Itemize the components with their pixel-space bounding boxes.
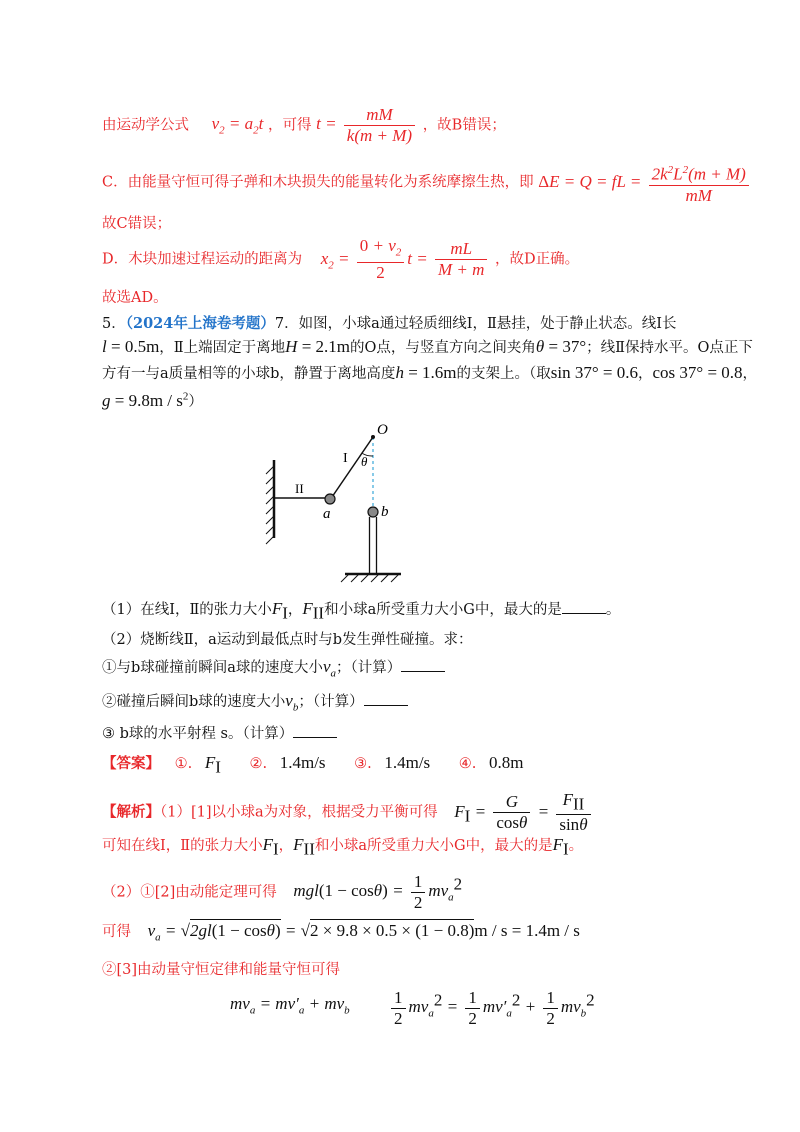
question-line-2: l = 0.5m，Ⅱ上端固定于离地H = 2.1m的O点，与竖直方向之间夹角θ = 37°；线Ⅱ保持水平。O点正下 (102, 337, 753, 356)
solution-line-c: C．由能量守恒可得子弹和木块损失的能量转化为系统摩擦生热，即 ΔE = Q = fL = $\frac{2k^2L^2(m + M)}{mM}$ (102, 160, 752, 206)
solution-line-c-conclusion: 故C错误； (102, 216, 172, 232)
force-balance-formula: $F_I$ = $\frac{G}{\cos\theta}$ = $\frac{F_{II}}{\sin\theta}$ (454, 802, 593, 821)
analysis-line-4: 可得 $v_a = √2gl(1 - \cos\theta) = √2 \times 9.8 \times 0.5 \times (1 - 0.8)m / s = 1.4m / s$ (102, 921, 580, 944)
point-O (371, 435, 375, 439)
label-a: a (323, 506, 331, 522)
distance-formula: $x_2$ = $\frac{0 + v_2}{2}$ t = $\frac{mL}{M + m}$ (321, 249, 491, 268)
label-b: b (381, 504, 389, 520)
question-line-4: $g = 9.8m / s^2$） (102, 390, 203, 410)
label-II: II (295, 481, 304, 496)
analysis-line-5: ②[3]由动量守恒定律和能量守恒可得 (102, 962, 341, 978)
sub-question-2b: ②碰撞后瞬间b球的速度大小$v_b$；（计算） (102, 690, 408, 713)
question-source: （2024年上海卷考题） (125, 315, 275, 332)
answer-line: 【答案】 ①. $F_I$ ②. 1.4m/s ③. 1.4m/s ④. 0.8m (102, 753, 524, 777)
label-I: I (343, 451, 348, 466)
time-formula: t = $\frac{mM}{k(m + M)}$ (316, 114, 418, 133)
label-theta: θ (361, 454, 368, 469)
kinematics-formula: $v_2 = a_2t$ (211, 114, 264, 137)
sub-question-2c: ③ b球的水平射程 s。（计算） (102, 722, 337, 743)
analysis-line-3: （2）①[2]由动能定理可得 mgl(1 − cosθ) = $\frac{1}{2}$ $mv_a^2$ (102, 872, 463, 912)
velocity-calculation: $v_a = √2gl(1 - \cos\theta) = √2 \times 9.8 \times 0.5 \times (1 - 0.8)m / s = 1.4m / s$ (147, 921, 580, 944)
kinetic-energy-formula: mgl(1 − cosθ) = $\frac{1}{2}$ $mv_a^2$ (293, 872, 463, 912)
solution-line-b: 由运动学公式 $v_2 = a_2t$ ，可得 t = $\frac{mM}{k(m + M)}$ ，故B错误； (102, 105, 506, 145)
question-line-1: 5．（2024年上海卷考题）7．如图，小球a通过轻质细线Ⅰ，Ⅱ悬挂，处于静止状态。线Ⅰ长 (102, 315, 677, 332)
sub-question-2: （2）烧断线Ⅱ，a运动到最低点时与b发生弹性碰撞。求： (102, 632, 473, 648)
label-O: O (377, 422, 388, 438)
ball-b (368, 507, 378, 517)
energy-formula: ΔE = Q = fL = $\frac{2k^2L^2(m + M)}{mM}$ (538, 172, 752, 191)
momentum-equation: $mv_a = mv'_a + mv_b$ (230, 994, 350, 1017)
solution-line-d: D．木块加速过程运动的距离为 $x_2$ = $\frac{0 + v_2}{2}$ t = $\frac{mL}{M + m}$ ，故D正确。 (102, 236, 580, 283)
analysis-line-1: 【解析】（1）[1]以小球a为对象，根据受力平衡可得 $F_I$ = $\frac{G}{\cos\theta}$ = $\frac{F_{II}}{\sin\theta}$ (102, 790, 594, 835)
solution-final: 故选AD。 (102, 290, 168, 306)
analysis-line-2: 可知在线Ⅰ，Ⅱ的张力大小$F_I$，$F_{II}$和小球a所受重力大小G中，最大的是$F_I$。 (102, 835, 584, 859)
ball-a (325, 494, 335, 504)
sub-question-1: （1）在线Ⅰ，Ⅱ的张力大小$F_I$，$F_{II}$和小球a所受重力大小G中，最大的是 。 (102, 599, 621, 623)
sub-question-2a: ①与b球碰撞前瞬间a球的速度大小$v_a$；（计算） (102, 656, 445, 679)
question-line-3: 方有一与a质量相等的小球b，静置于离地高度h = 1.6m的支架上。（取sin 37° = 0.6，cos 37° = 0.8， (102, 363, 758, 382)
physics-diagram (265, 418, 425, 586)
energy-equation: $\frac{1}{2}$ $mv_a^2$ = $\frac{1}{2}$ $mv'_a^2$ + $\frac{1}{2}$ $mv_b^2$ (388, 988, 595, 1029)
